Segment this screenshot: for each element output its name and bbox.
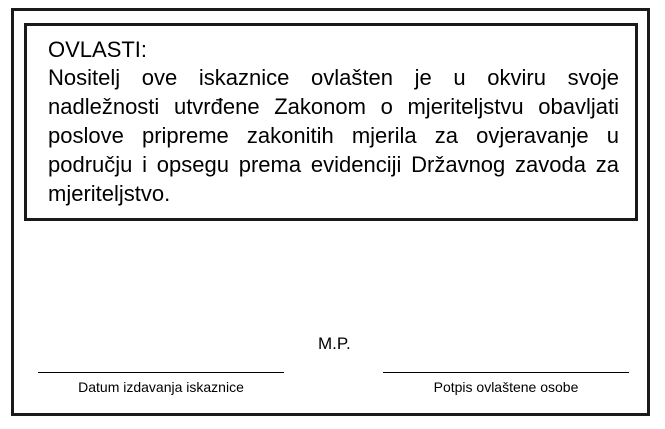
stamp-placeholder-label: M.P. (318, 334, 351, 353)
issue-date-caption: Datum izdavanja iskaznice (78, 379, 244, 395)
authorized-signature-caption: Potpis ovlaštene osobe (433, 379, 579, 395)
authorized-signature-field (383, 372, 629, 395)
issue-date-field (38, 372, 284, 395)
authority-text: Nositelj ove iskaznice ovlašten je u okviru svoje nadležnosti utvrđene Zakonom o mjeriteljstvu obavljati poslove pripreme zakonitih mjerila za ovjeravanje u području i opsegu prema evidenciji Državnog zavoda za mjeriteljstvo. (48, 65, 619, 206)
authority-box (24, 23, 638, 221)
authority-title: OVLASTI: (48, 37, 148, 62)
issue-date-line (38, 372, 284, 373)
authorized-signature-line (383, 372, 629, 373)
